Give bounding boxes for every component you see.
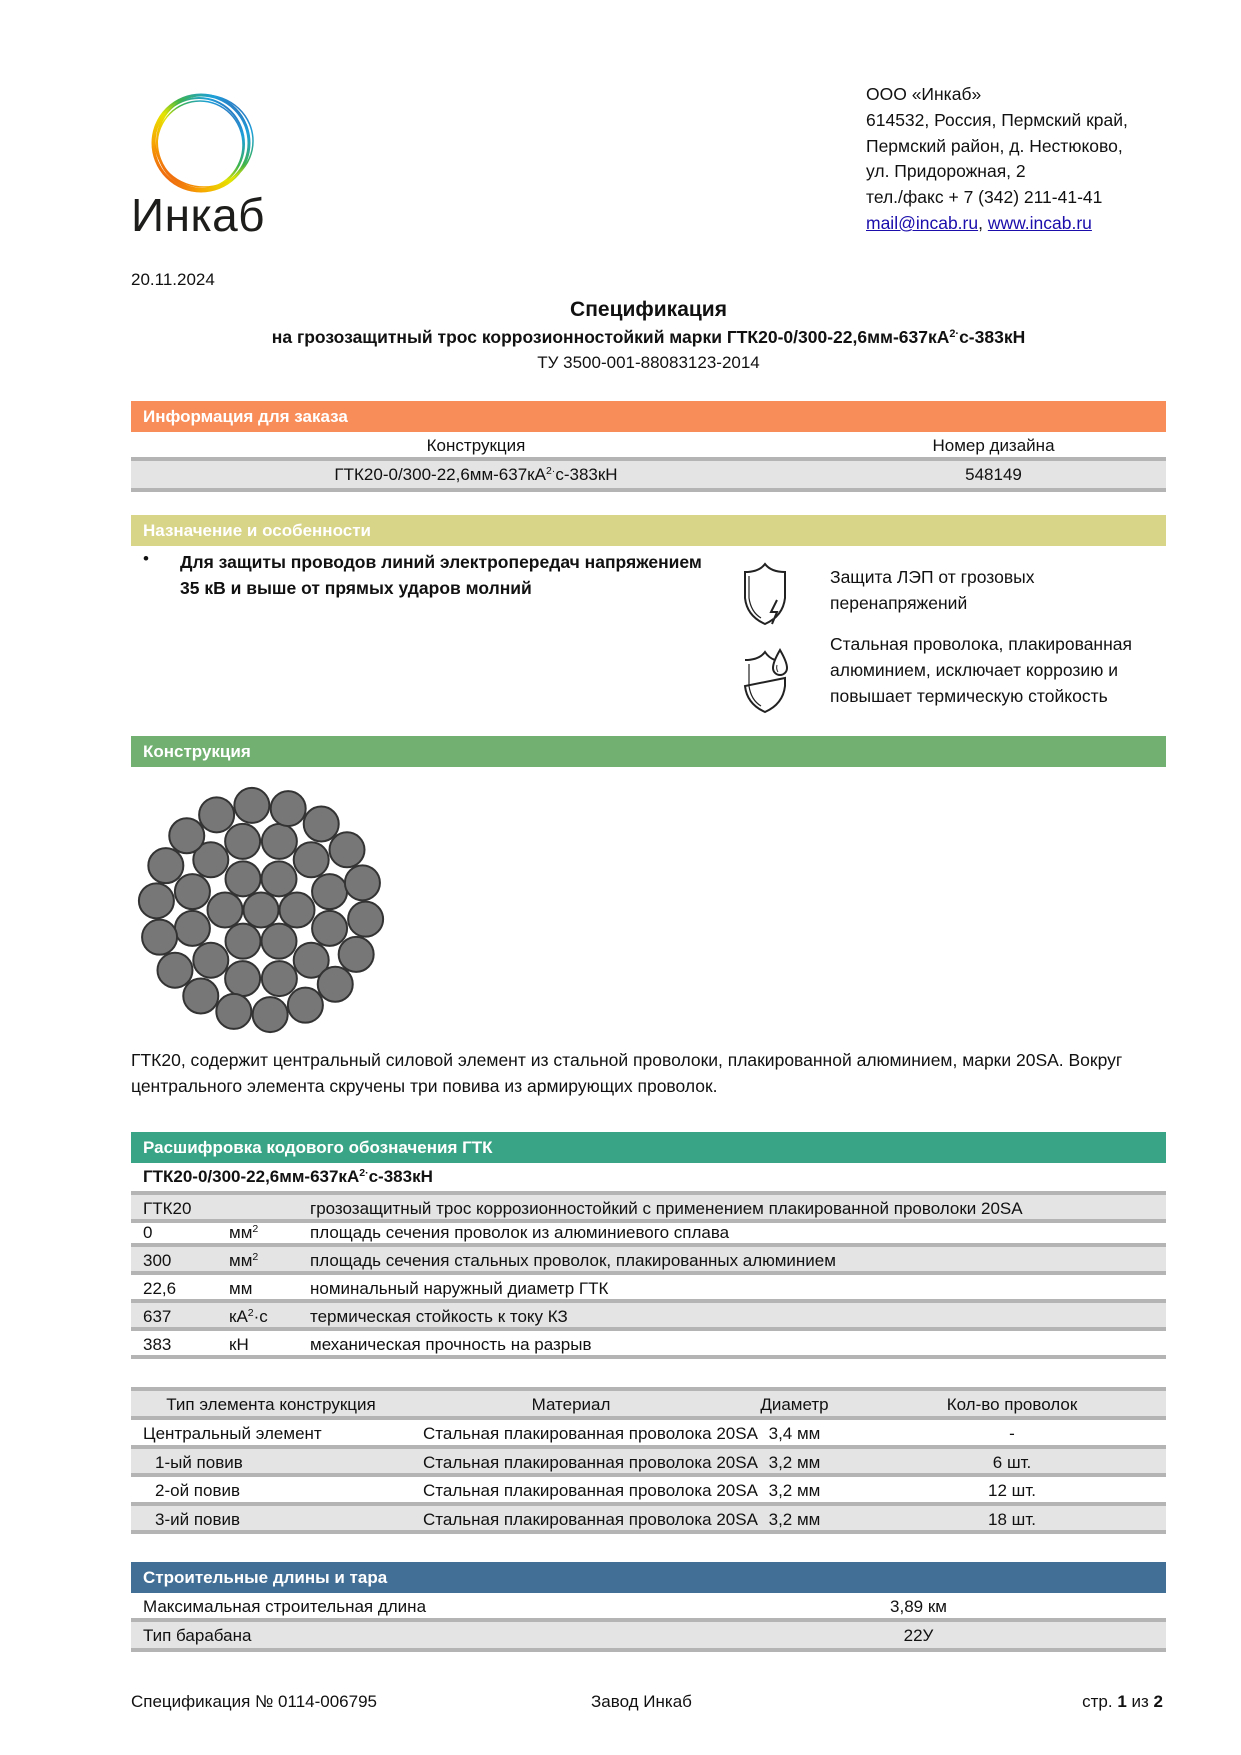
- wire-strand: [345, 865, 380, 900]
- wire-strand: [234, 788, 269, 823]
- elements-type: 1-ый повив: [155, 1452, 243, 1472]
- wire-strand: [244, 893, 279, 928]
- page-current: 1: [1117, 1692, 1127, 1711]
- unit-sup: 2: [247, 1307, 254, 1320]
- elements-count: 18 шт.: [988, 1509, 1036, 1529]
- unit-text: кН: [229, 1335, 249, 1354]
- wire-strand: [288, 988, 323, 1023]
- elements-row: [131, 1477, 1166, 1506]
- code-row: [131, 1219, 1166, 1247]
- elements-type: 2-ой повив: [155, 1481, 241, 1500]
- section-header-order-info: Информация для заказа: [131, 401, 1166, 432]
- shield-drop-icon: [737, 648, 793, 714]
- elements-count: 6 шт.: [992, 1452, 1032, 1472]
- code-unit: [229, 1275, 252, 1302]
- order-info-header-row: [131, 432, 1166, 461]
- elements-diameter: 3,4 мм: [768, 1424, 821, 1443]
- unit-sup: 2: [252, 1251, 259, 1264]
- page-middle: из: [1126, 1692, 1154, 1711]
- elements-count: 12 шт.: [988, 1481, 1036, 1500]
- wire-strand: [330, 832, 365, 867]
- address-line: 614532, Россия, Пермский край,: [866, 109, 1128, 130]
- wire-strand: [271, 791, 306, 826]
- wire-strand: [208, 893, 243, 928]
- code-description: механическая прочность на разрыв: [310, 1335, 592, 1354]
- lengths-row: [131, 1622, 1166, 1652]
- code-row: [131, 1275, 1166, 1303]
- construction-suffix: с-383кН: [555, 465, 618, 484]
- wire-strand: [262, 961, 297, 996]
- code-description: термическая стойкость к току КЗ: [310, 1307, 568, 1326]
- elements-diameter: 3,2 мм: [768, 1481, 821, 1500]
- lengths-row: [131, 1593, 1166, 1622]
- section-header-construction: Конструкция: [131, 736, 1166, 767]
- elements-diameter: 3,2 мм: [768, 1452, 821, 1472]
- wire-strand: [225, 824, 260, 859]
- construction-text: ГТК20-0/300-22,6мм-637кА: [334, 465, 546, 484]
- footer-page-number: [1082, 1692, 1163, 1712]
- code-description: площадь сечения проволок из алюминиевого сплава: [310, 1223, 730, 1242]
- bullet-marker: •: [143, 549, 149, 568]
- wire-strand: [226, 924, 261, 959]
- lengths-value: 22У: [903, 1626, 934, 1645]
- wire-strand: [142, 920, 177, 955]
- wire-strand: [225, 961, 260, 996]
- link-separator: ,: [978, 212, 988, 233]
- elements-type: 3-ий повив: [155, 1509, 241, 1529]
- elements-diameter: 3,2 мм: [768, 1509, 821, 1529]
- elements-material: Стальная плакированная проволока 20SA: [423, 1424, 758, 1443]
- column-header: Диаметр: [760, 1395, 829, 1414]
- address-line: ул. Придорожная, 2: [866, 161, 1026, 182]
- subtitle-sup: 2·: [949, 328, 960, 341]
- subtitle-text: на грозозащитный трос коррозионностойкий марки ГТК20-0/300-22,6мм-637кА: [271, 327, 950, 347]
- code-text: ГТК20-0/300-22,6мм-637кА: [143, 1167, 360, 1186]
- wire-strand: [262, 924, 297, 959]
- wire-strand: [304, 806, 339, 841]
- company-logo: [131, 88, 271, 248]
- lengths-label: Максимальная строительная длина: [143, 1597, 427, 1616]
- logo-rings-icon: [131, 88, 271, 198]
- page-prefix: стр.: [1082, 1692, 1118, 1711]
- website-link[interactable]: www.incab.ru: [987, 212, 1092, 233]
- purpose-bullet-text: Для защиты проводов линий электропередач напряжением 35 кВ и выше от прямых ударов молний: [180, 552, 702, 598]
- footer-plant: Завод Инкаб: [591, 1692, 692, 1711]
- elements-type: Центральный элемент: [143, 1424, 322, 1443]
- wire-strand: [183, 979, 218, 1014]
- wire-strand: [253, 997, 288, 1032]
- wire-strand: [216, 994, 251, 1029]
- elements-count: -: [1009, 1424, 1015, 1443]
- code-sup: 2·: [359, 1167, 369, 1180]
- code-row: [131, 1303, 1166, 1331]
- wire-strand: [199, 797, 234, 832]
- order-info-row: [131, 461, 1166, 492]
- elements-material: Стальная плакированная проволока 20SA: [423, 1481, 758, 1500]
- unit-text: мм: [229, 1223, 253, 1242]
- code-suffix: с-383кН: [368, 1167, 433, 1186]
- company-name: ООО «Инкаб»: [866, 84, 982, 104]
- code-unit: [229, 1303, 268, 1330]
- unit-text: мм: [229, 1251, 253, 1270]
- wire-strand: [262, 861, 297, 896]
- elements-row: [131, 1420, 1166, 1449]
- column-header-construction: Конструкция: [426, 436, 526, 455]
- code-value: 22,6: [143, 1279, 177, 1298]
- elements-row: [131, 1506, 1166, 1535]
- unit-suffix: ·с: [253, 1307, 268, 1326]
- code-description: грозозащитный трос коррозионностойкий с применением плакированной проволоки 20SA: [310, 1199, 1023, 1218]
- wire-strand: [262, 824, 297, 859]
- feature-text: Стальная проволока, плакированная алюминием, исключает коррозию и повышает термическую стойкость: [830, 634, 1132, 706]
- wire-strand: [312, 874, 347, 909]
- lengths-value: 3,89 км: [890, 1597, 947, 1616]
- unit-sup: 2: [252, 1223, 259, 1236]
- document-date: 20.11.2024: [131, 270, 215, 289]
- code-unit: [229, 1331, 249, 1358]
- code-description: номинальный наружный диаметр ГТК: [310, 1279, 609, 1298]
- elements-header-row: [131, 1387, 1166, 1420]
- section-header-purpose: Назначение и особенности: [131, 515, 1166, 546]
- column-header: Материал: [531, 1395, 611, 1414]
- page-subtitle: [131, 324, 1166, 350]
- design-number-value: 548149: [965, 465, 1022, 484]
- shield-lightning-icon: [737, 562, 793, 628]
- code-value: ГТК20: [143, 1199, 192, 1218]
- code-unit: [229, 1219, 258, 1246]
- company-address: [866, 82, 1128, 237]
- wire-strand: [148, 848, 183, 883]
- unit-text: кА: [229, 1307, 248, 1326]
- wire-strand: [312, 911, 347, 946]
- wire-strand: [280, 893, 315, 928]
- wire-strand: [139, 883, 174, 918]
- code-value: 637: [143, 1307, 172, 1326]
- column-header-design-number: Номер дизайна: [932, 436, 1055, 455]
- elements-row: [131, 1449, 1166, 1478]
- subtitle-suffix: с-383кН: [959, 327, 1026, 347]
- wire-strand: [193, 943, 228, 978]
- unit-text: мм: [229, 1279, 253, 1298]
- wire-strand: [348, 902, 383, 937]
- address-line: Пермский район, д. Нестюково,: [866, 135, 1123, 156]
- technical-standard: ТУ 3500-001-88083123-2014: [537, 353, 760, 372]
- wire-strand: [175, 874, 210, 909]
- cable-cross-section: [131, 780, 391, 1040]
- wire-strand: [339, 937, 374, 972]
- code-description: площадь сечения стальных проволок, плакированных алюминием: [310, 1251, 836, 1270]
- wire-strand: [318, 967, 353, 1002]
- code-value: 383: [143, 1335, 172, 1354]
- construction-sup: 2·: [545, 465, 556, 478]
- page-total: 2: [1153, 1692, 1163, 1711]
- elements-material: Стальная плакированная проволока 20SA: [423, 1452, 758, 1472]
- phone-fax: тел./факс + 7 (342) 211-41-41: [866, 187, 1103, 208]
- code-unit: [229, 1247, 258, 1274]
- wire-strand: [175, 911, 210, 946]
- code-value: 300: [143, 1251, 172, 1270]
- code-value: 0: [143, 1223, 153, 1242]
- wire-strand: [294, 842, 329, 877]
- section-header-lengths: Строительные длины и тара: [131, 1562, 1166, 1593]
- email-link[interactable]: mail@incab.ru: [866, 212, 979, 233]
- construction-value: [131, 461, 821, 488]
- column-header: Кол-во проволок: [946, 1395, 1078, 1414]
- code-row: [131, 1331, 1166, 1359]
- page-title: Спецификация: [570, 298, 727, 321]
- logo-wordmark: Инкаб: [131, 189, 266, 241]
- wire-strand: [169, 818, 204, 853]
- construction-description: ГТК20, содержит центральный силовой элемент из стальной проволоки, плакированной алюминием, марки 20SA. Вокруг центрального элемента скручены три повива из армирующих проволок.: [131, 1050, 1123, 1096]
- column-header: Тип элемента конструкция: [166, 1395, 376, 1414]
- footer-spec-number: Спецификация № 0114-006795: [131, 1692, 377, 1711]
- code-row: [131, 1247, 1166, 1275]
- section-header-code-decoding: Расшифровка кодового обозначения ГТК: [131, 1132, 1166, 1163]
- code-designation: [143, 1164, 433, 1190]
- elements-material: Стальная плакированная проволока 20SA: [423, 1509, 758, 1529]
- lengths-label: Тип барабана: [143, 1626, 252, 1645]
- wire-strand: [226, 861, 261, 896]
- title-block: [131, 296, 1166, 376]
- feature-text: Защита ЛЭП от грозовых перенапряжений: [830, 567, 1035, 613]
- wire-strand: [157, 953, 192, 988]
